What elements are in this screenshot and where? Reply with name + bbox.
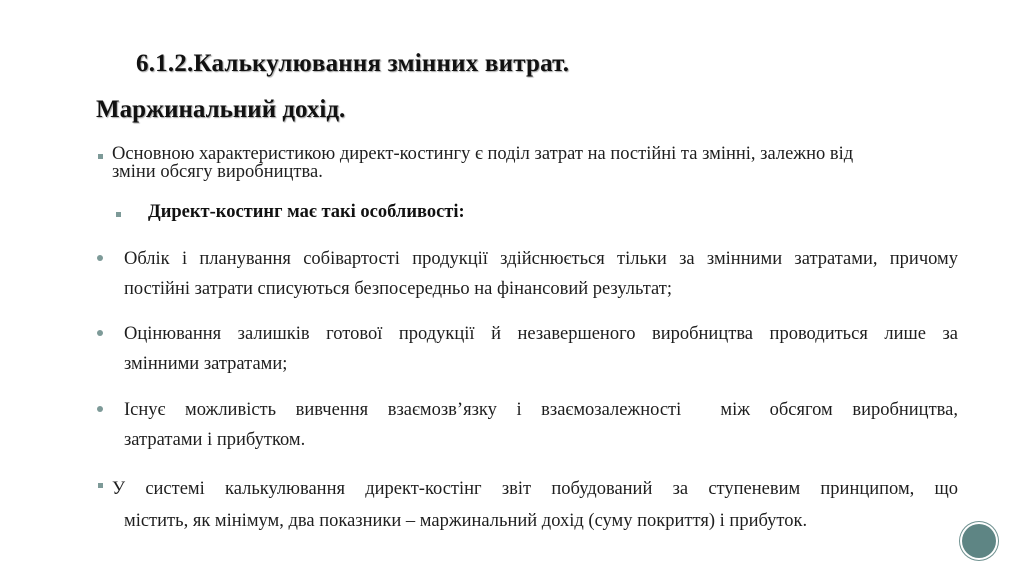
paragraph-2-heading [148, 202, 465, 222]
paragraph-line: містить, як мінімум, два показники – маржинальний дохід (суму покриття) і прибуток. [124, 511, 808, 531]
paragraph-line: Основною характеристикою директ-костингу є поділ затрат на постійні та змінні, залежно від [112, 144, 854, 164]
paragraph-line: Існує можливість вивчення взаємозв’язку і взаємозалежності між обсягом виробництва, [124, 400, 958, 420]
paragraph-4 [124, 319, 958, 379]
paragraph-1 [112, 145, 962, 181]
slide-title: 6.1.2.Калькулювання змінних витрат. [136, 50, 570, 77]
paragraph-line: затратами і прибутком. [124, 430, 306, 450]
paragraph-5 [124, 395, 958, 455]
round-bullet-icon [97, 330, 103, 336]
paragraph-line: У системі калькулювання директ-костінг звіт побудований за ступеневим принципом, що [112, 479, 958, 499]
square-bullet-icon [98, 154, 103, 159]
paragraph-6 [112, 473, 958, 537]
paragraph-3 [124, 244, 958, 304]
round-bullet-icon [97, 406, 103, 412]
paragraph-line: Облік і планування собівартості продукції здійснюється тільки за змінними затратами, причому [124, 249, 958, 269]
slide-number-badge [962, 524, 996, 558]
slide-subtitle: Маржинальний дохід. [96, 96, 346, 123]
paragraph-line: Директ-костинг має такі особливості: [148, 202, 465, 222]
paragraph-line: змінними затратами; [124, 354, 288, 374]
square-bullet-icon [116, 212, 121, 217]
paragraph-line: зміни обсягу виробництва. [112, 162, 323, 182]
paragraph-line: Оцінювання залишків готової продукції й незавершеного виробництва проводиться лише за [124, 324, 958, 344]
square-bullet-icon [98, 483, 103, 488]
round-bullet-icon [97, 255, 103, 261]
paragraph-line: постійні затрати списуються безпосередньо на фінансовий результат; [124, 279, 673, 299]
